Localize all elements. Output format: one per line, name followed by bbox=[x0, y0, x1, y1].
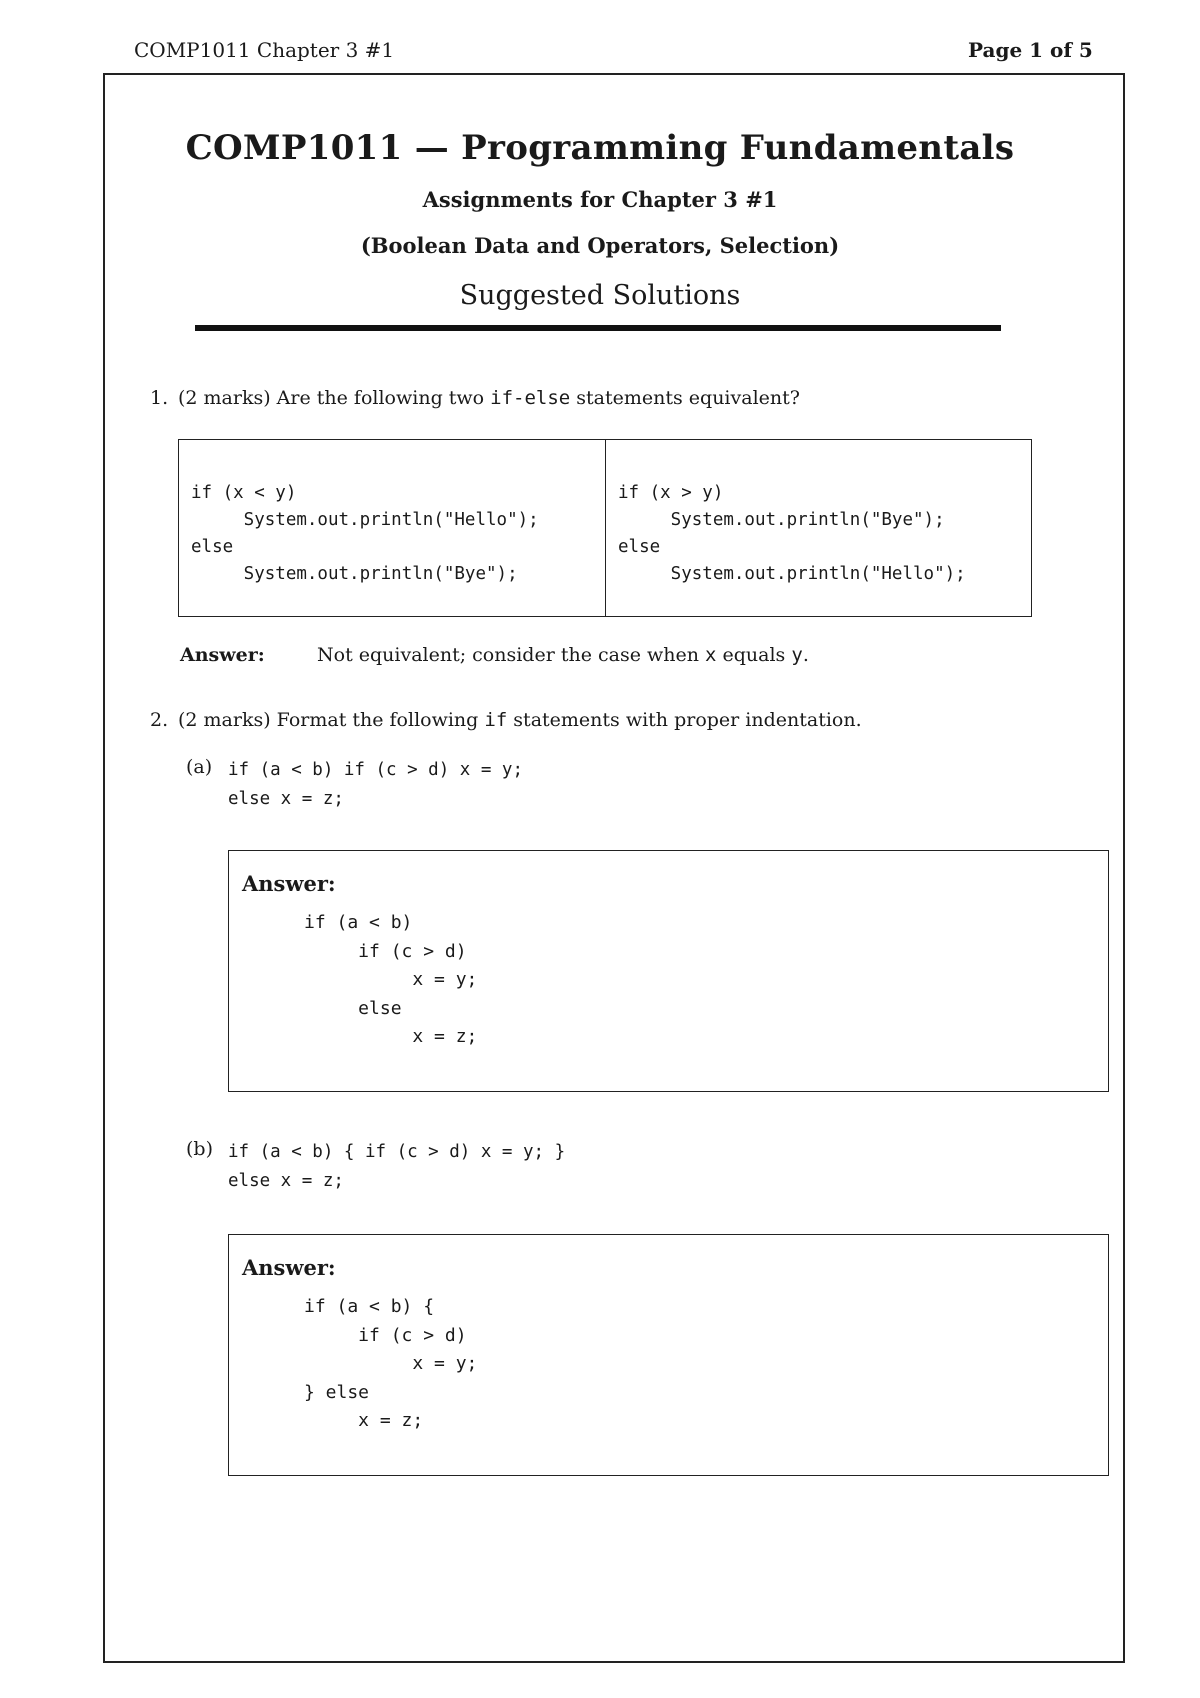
code-block-left: if (x < y) System.out.println("Hello"); else System.out.println("Bye"); bbox=[191, 483, 539, 584]
question-text: (2 marks) Are the following two bbox=[178, 387, 491, 409]
part-a-label: (a) bbox=[186, 756, 213, 778]
answer-code-a: if (a < b) if (c > d) x = y; else x = z; bbox=[304, 912, 478, 1047]
answer-text-end: . bbox=[802, 644, 809, 666]
solutions-heading: Suggested Solutions bbox=[459, 280, 741, 311]
question-text-end: statements with proper indentation. bbox=[507, 709, 862, 731]
code-term: if bbox=[484, 709, 508, 731]
question-number: 1. bbox=[150, 387, 169, 409]
answer-label: Answer: bbox=[180, 644, 265, 666]
answer-code-b: if (a < b) { if (c > d) x = y; } else x = z; bbox=[304, 1296, 478, 1431]
answer-box-a bbox=[228, 850, 1109, 1092]
question-text-end: statements equivalent? bbox=[570, 387, 800, 409]
part-b-label: (b) bbox=[186, 1138, 213, 1160]
question-number: 2. bbox=[150, 709, 169, 731]
answer-1 bbox=[180, 644, 809, 666]
part-b bbox=[186, 1138, 565, 1196]
answer-text: Not equivalent; consider the case when bbox=[317, 644, 706, 666]
answer-var-y: y bbox=[791, 644, 803, 666]
course-title: COMP1011 — Programming Fundamentals bbox=[185, 128, 1015, 168]
running-header-title: COMP1011 Chapter 3 #1 bbox=[134, 38, 395, 62]
page-number: Page 1 of 5 bbox=[968, 38, 1093, 62]
answer-text-mid: equals bbox=[716, 644, 792, 666]
answer-label: Answer: bbox=[242, 871, 336, 896]
assignment-subtitle: Assignments for Chapter 3 #1 bbox=[422, 187, 778, 212]
answer-var-x: x bbox=[705, 644, 717, 666]
answer-box-b bbox=[228, 1234, 1109, 1476]
topic-subtitle: (Boolean Data and Operators, Selection) bbox=[360, 233, 840, 258]
question-text: (2 marks) Format the following bbox=[178, 709, 485, 731]
question-2 bbox=[150, 709, 862, 731]
code-comparison-table bbox=[178, 439, 1032, 617]
code-block-right: if (x > y) System.out.println("Bye"); else System.out.println("Hello"); bbox=[605, 440, 1031, 616]
answer-label: Answer: bbox=[242, 1255, 336, 1280]
part-a bbox=[186, 756, 523, 814]
question-1 bbox=[150, 387, 800, 409]
part-b-code: if (a < b) { if (c > d) x = y; } else x = z; bbox=[228, 1142, 566, 1191]
part-a-code: if (a < b) if (c > d) x = y; else x = z; bbox=[228, 760, 524, 809]
title-rule bbox=[195, 325, 1001, 331]
code-term: if-else bbox=[490, 387, 571, 409]
